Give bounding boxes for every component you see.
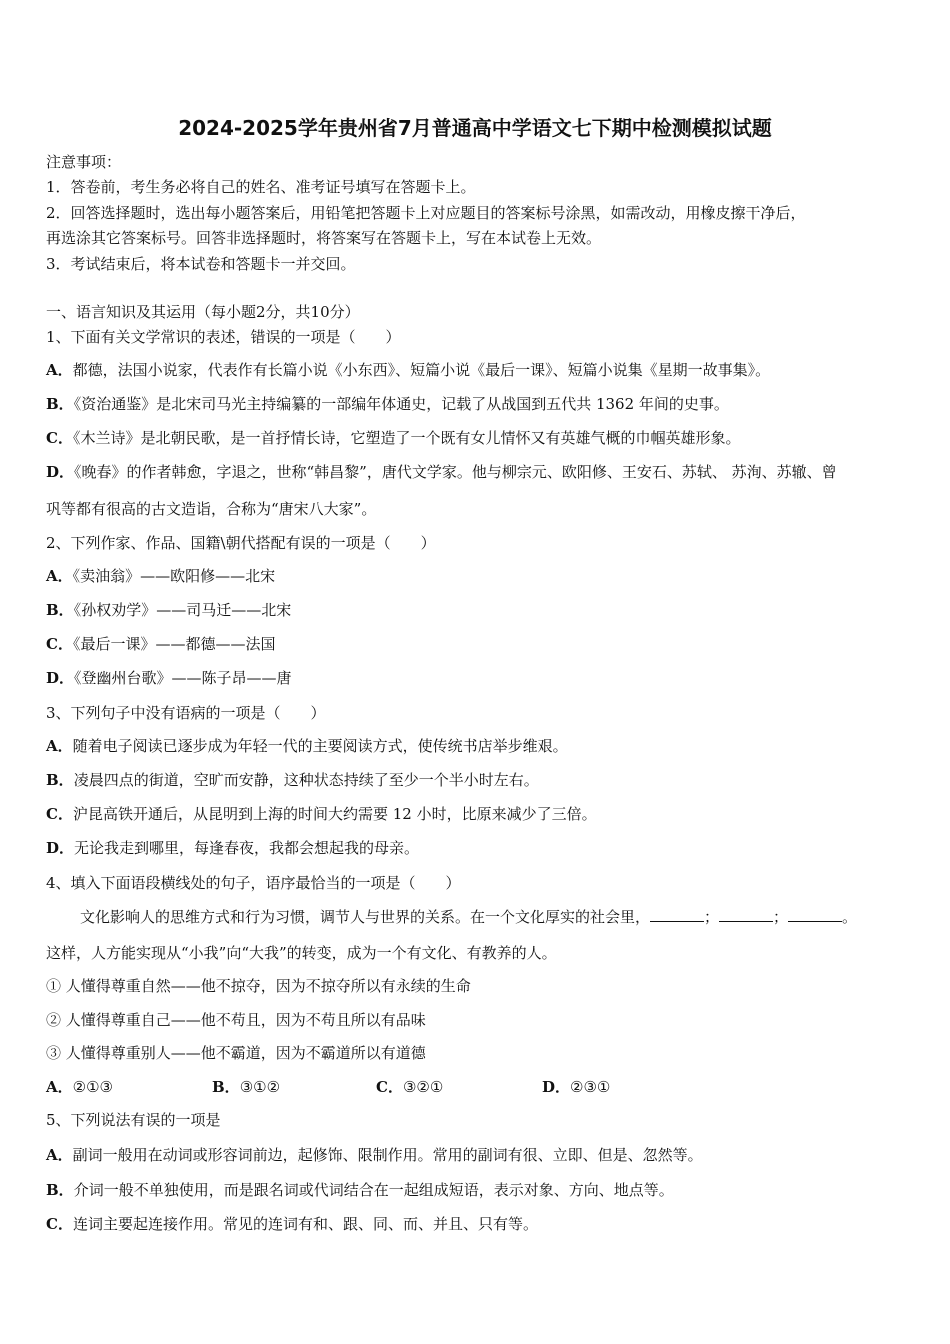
q5-option-b — [46, 1180, 674, 1200]
notice-item-3: 3．考试结束后，将本试卷和答题卡一并交回。 — [46, 255, 356, 273]
option-text: 无论我走到哪里，每逢春夜，我都会想起我的母亲。 — [74, 839, 420, 857]
option-label: D． — [46, 839, 75, 857]
q4-stem: 4、填入下面语段横线处的句子，语序最恰当的一项是（ ） — [46, 874, 461, 892]
q2-option-c — [46, 634, 275, 654]
q3-option-a — [46, 736, 568, 756]
notice-item-2: 2．回答选择题时，选出每小题答案后，用铅笔把答题卡上对应题目的答案标号涂黑，如需改动，用橡皮擦干净后， — [46, 204, 806, 222]
option-label: B． — [46, 1181, 74, 1199]
section-heading: 一、语言知识及其运用（每小题2分，共10分） — [46, 303, 360, 321]
option-label: A． — [46, 567, 73, 585]
option-text: 《木兰诗》是北朝民歌，是一首抒情长诗，它塑造了一个既有女儿情怀又有英雄气概的巾帼英雄形象。 — [72, 429, 741, 447]
answer-blank-1 — [650, 907, 704, 922]
option-label: C． — [46, 805, 73, 823]
q1-option-b — [46, 394, 729, 414]
q4-passage-line-1 — [80, 907, 857, 927]
q5-option-c — [46, 1214, 538, 1234]
passage-text: 文化影响人的思维方式和行为习惯，调节人与世界的关系。在一个文化厚实的社会里， — [80, 908, 651, 926]
option-text: 都德，法国小说家，代表作有长篇小说《小东西》、短篇小说《最后一课》、短篇小说集《星期一故事集》。 — [72, 361, 771, 379]
option-label: A． — [46, 1078, 73, 1096]
q4-sentence-1: ① 人懂得尊重自然——他不掠夺，因为不掠夺所以有永续的生命 — [46, 977, 471, 995]
q2-option-b — [46, 600, 291, 620]
option-label: B． — [46, 395, 74, 413]
option-text: 《资治通鉴》是北宋司马光主持编纂的一部编年体通史，记载了从战国到五代共 1362 年间的史事。 — [73, 395, 729, 413]
q3-stem: 3、下列句子中没有语病的一项是（ ） — [46, 704, 326, 722]
option-text: ③①② — [239, 1078, 281, 1096]
option-label: D． — [46, 463, 75, 481]
option-text: 凌晨四点的街道，空旷而安静，这种状态持续了至少一个半小时左右。 — [73, 771, 539, 789]
q4-passage-line-2: 这样，人方能实现从“小我”向“大我”的转变，成为一个有文化、有教养的人。 — [46, 944, 557, 962]
q4-option-b — [212, 1076, 280, 1097]
option-label: C． — [46, 1215, 73, 1233]
option-text: 《卖油翁》——欧阳修——北宋 — [72, 567, 276, 585]
q1-option-a — [46, 360, 770, 380]
option-text: 《晚春》的作者韩愈，字退之，世称“韩昌黎”，唐代文学家。他与柳宗元、欧阳修、王安石、苏轼、 苏洵、苏辙、曾 — [74, 463, 837, 481]
q4-option-d — [542, 1076, 610, 1097]
option-label: C． — [46, 429, 73, 447]
passage-end: 。 — [842, 908, 858, 926]
option-label: B． — [46, 601, 74, 619]
blank-separator: ； — [704, 908, 720, 926]
notice-item-1: 1．答卷前，考生务必将自己的姓名、准考证号填写在答题卡上。 — [46, 178, 476, 196]
notice-heading: 注意事项： — [46, 153, 122, 171]
q4-options-row — [46, 1076, 906, 1096]
q1-option-c — [46, 428, 740, 448]
option-text: ②①③ — [72, 1078, 113, 1096]
option-text: 副词一般用在动词或形容词前边，起修饰、限制作用。常用的副词有很、立即、但是、忽然等。 — [72, 1146, 703, 1164]
q4-option-c — [376, 1076, 443, 1097]
answer-blank-3 — [788, 907, 842, 922]
option-text: 《孙权劝学》——司马迁——北宋 — [73, 601, 292, 619]
q3-option-d — [46, 838, 419, 858]
q5-stem: 5、下列说法有误的一项是 — [46, 1111, 221, 1129]
notice-item-2-cont: 再选涂其它答案标号。回答非选择题时，将答案写在答题卡上，写在本试卷上无效。 — [46, 229, 602, 247]
q3-option-c — [46, 804, 597, 824]
q3-option-b — [46, 770, 539, 790]
option-text: 沪昆高铁开通后，从昆明到上海的时间大约需要 12 小时，比原来减少了三倍。 — [72, 805, 597, 823]
blank-separator: ； — [773, 908, 789, 926]
option-text: ③②① — [402, 1078, 444, 1096]
option-label: C． — [376, 1078, 403, 1096]
q2-option-a — [46, 566, 275, 586]
option-text: 连词主要起连接作用。常见的连词有和、跟、同、而、并且、只有等。 — [72, 1215, 538, 1233]
q5-option-a — [46, 1145, 703, 1165]
option-text: 随着电子阅读已逐步成为年轻一代的主要阅读方式，使传统书店举步维艰。 — [72, 737, 568, 755]
option-text: 《最后一课》——都德——法国 — [72, 635, 276, 653]
q2-stem: 2、下列作家、作品、国籍\朝代搭配有误的一项是（ ） — [46, 534, 436, 552]
q1-option-d-cont: 巩等都有很高的古文造诣，合称为“唐宋八大家”。 — [46, 500, 377, 518]
option-label: D． — [46, 669, 75, 687]
option-label: C． — [46, 635, 73, 653]
q1-stem: 1、下面有关文学常识的表述，错误的一项是（ ） — [46, 328, 401, 346]
option-text: ②③① — [570, 1078, 611, 1096]
option-text: 介词一般不单独使用，而是跟名词或代词结合在一起组成短语，表示对象、方向、地点等。 — [73, 1181, 674, 1199]
option-label: B． — [212, 1078, 240, 1096]
option-label: A． — [46, 361, 73, 379]
q4-option-a — [46, 1076, 113, 1097]
q4-sentence-2: ② 人懂得尊重自己——他不苟且，因为不苟且所以有品味 — [46, 1011, 426, 1029]
q1-option-d — [46, 462, 837, 482]
answer-blank-2 — [719, 907, 773, 922]
q4-sentence-3: ③ 人懂得尊重别人——他不霸道，因为不霸道所以有道德 — [46, 1044, 426, 1062]
page-title: 2024-2025学年贵州省7月普通高中学语文七下期中检测模拟试题 — [178, 116, 772, 140]
option-text: 《登幽州台歌》——陈子昂——唐 — [74, 669, 292, 687]
option-label: B． — [46, 771, 74, 789]
option-label: A． — [46, 737, 73, 755]
option-label: A． — [46, 1146, 73, 1164]
option-label: D． — [542, 1078, 571, 1096]
q2-option-d — [46, 668, 292, 688]
